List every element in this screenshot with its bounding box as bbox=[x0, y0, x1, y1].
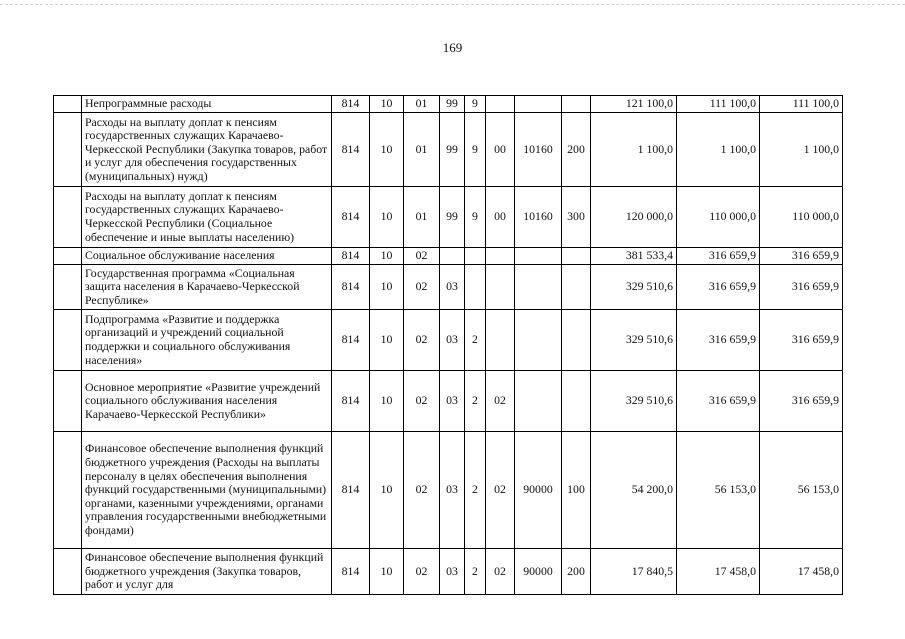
activity-code-cell bbox=[486, 248, 515, 265]
table-row bbox=[54, 113, 843, 187]
direction-code-cell bbox=[515, 248, 562, 265]
subsection-cell: 02 bbox=[404, 265, 440, 310]
section-cell: 10 bbox=[370, 371, 404, 432]
item-name-cell: Основное мероприятие «Развитие учреждений социального обслуживания населения Карачаево-Черкесской Республики» bbox=[82, 371, 332, 432]
row-number-cell bbox=[54, 248, 82, 265]
amount-year2-cell: 316 659,9 bbox=[677, 265, 760, 310]
expense-type-cell bbox=[562, 248, 591, 265]
table-row bbox=[54, 310, 843, 371]
page-top-edge bbox=[0, 4, 905, 5]
subprogram-code-cell: 2 bbox=[465, 310, 486, 371]
expense-type-cell bbox=[562, 96, 591, 113]
subsection-cell: 02 bbox=[404, 248, 440, 265]
admin-code-cell: 814 bbox=[332, 187, 370, 248]
table-row bbox=[54, 371, 843, 432]
admin-code-cell: 814 bbox=[332, 265, 370, 310]
amount-year3-cell: 316 659,9 bbox=[760, 265, 843, 310]
activity-code-cell bbox=[486, 96, 515, 113]
subprogram-code-cell: 9 bbox=[465, 96, 486, 113]
item-name-cell: Государственная программа «Социальная защита населения в Карачаево-Черкесской Республике» bbox=[82, 265, 332, 310]
amount-year3-cell: 17 458,0 bbox=[760, 549, 843, 595]
page-number: 169 bbox=[442, 40, 463, 55]
amount-year3-cell: 56 153,0 bbox=[760, 432, 843, 549]
table-row bbox=[54, 96, 843, 113]
row-number-cell bbox=[54, 265, 82, 310]
program-code-cell: 03 bbox=[440, 310, 465, 371]
amount-year3-cell: 316 659,9 bbox=[760, 248, 843, 265]
row-number-cell bbox=[54, 549, 82, 595]
direction-code-cell: 90000 bbox=[515, 432, 562, 549]
section-cell: 10 bbox=[370, 265, 404, 310]
subsection-cell: 01 bbox=[404, 113, 440, 187]
subprogram-code-cell bbox=[465, 265, 486, 310]
expense-type-cell bbox=[562, 310, 591, 371]
section-cell: 10 bbox=[370, 113, 404, 187]
activity-code-cell: 02 bbox=[486, 371, 515, 432]
table-row bbox=[54, 432, 843, 549]
table-row bbox=[54, 549, 843, 595]
admin-code-cell: 814 bbox=[332, 371, 370, 432]
program-code-cell: 03 bbox=[440, 265, 465, 310]
subsection-cell: 02 bbox=[404, 371, 440, 432]
subprogram-code-cell: 9 bbox=[465, 113, 486, 187]
amount-year2-cell: 316 659,9 bbox=[677, 248, 760, 265]
row-number-cell bbox=[54, 187, 82, 248]
budget-table bbox=[53, 95, 843, 595]
item-name-cell: Социальное обслуживание населения bbox=[82, 248, 332, 265]
section-cell: 10 bbox=[370, 310, 404, 371]
item-name-cell: Расходы на выплату доплат к пенсиям государственных служащих Карачаево-Черкесской Республики (Социальное обеспечение и иные выплаты населению) bbox=[82, 187, 332, 248]
item-name-cell: Расходы на выплату доплат к пенсиям государственных служащих Карачаево-Черкесской Республики (Закупка товаров, работ и услуг для обеспечения государственных (муниципальных) нужд) bbox=[82, 113, 332, 187]
amount-year2-cell: 316 659,9 bbox=[677, 371, 760, 432]
direction-code-cell: 90000 bbox=[515, 549, 562, 595]
amount-year3-cell: 316 659,9 bbox=[760, 371, 843, 432]
activity-code-cell: 02 bbox=[486, 432, 515, 549]
admin-code-cell: 814 bbox=[332, 432, 370, 549]
subsection-cell: 02 bbox=[404, 432, 440, 549]
expense-type-cell: 200 bbox=[562, 549, 591, 595]
amount-year2-cell: 111 100,0 bbox=[677, 96, 760, 113]
amount-year1-cell: 17 840,5 bbox=[591, 549, 677, 595]
amount-year1-cell: 329 510,6 bbox=[591, 310, 677, 371]
amount-year1-cell: 381 533,4 bbox=[591, 248, 677, 265]
subsection-cell: 02 bbox=[404, 549, 440, 595]
subprogram-code-cell bbox=[465, 248, 486, 265]
subprogram-code-cell: 2 bbox=[465, 549, 486, 595]
admin-code-cell: 814 bbox=[332, 549, 370, 595]
section-cell: 10 bbox=[370, 96, 404, 113]
admin-code-cell: 814 bbox=[332, 96, 370, 113]
amount-year1-cell: 121 100,0 bbox=[591, 96, 677, 113]
program-code-cell: 03 bbox=[440, 432, 465, 549]
amount-year1-cell: 120 000,0 bbox=[591, 187, 677, 248]
item-name-cell: Непрограммные расходы bbox=[82, 96, 332, 113]
admin-code-cell: 814 bbox=[332, 113, 370, 187]
expense-type-cell: 200 bbox=[562, 113, 591, 187]
amount-year3-cell: 111 100,0 bbox=[760, 96, 843, 113]
amount-year3-cell: 316 659,9 bbox=[760, 310, 843, 371]
admin-code-cell: 814 bbox=[332, 310, 370, 371]
amount-year2-cell: 110 000,0 bbox=[677, 187, 760, 248]
amount-year2-cell: 17 458,0 bbox=[677, 549, 760, 595]
direction-code-cell: 10160 bbox=[515, 113, 562, 187]
amount-year1-cell: 329 510,6 bbox=[591, 265, 677, 310]
row-number-cell bbox=[54, 432, 82, 549]
table-row bbox=[54, 248, 843, 265]
table-row bbox=[54, 187, 843, 248]
admin-code-cell: 814 bbox=[332, 248, 370, 265]
direction-code-cell bbox=[515, 371, 562, 432]
item-name-cell: Финансовое обеспечение выполнения функций бюджетного учреждения (Закупка товаров, работ и услуг для bbox=[82, 549, 332, 595]
subsection-cell: 01 bbox=[404, 187, 440, 248]
amount-year1-cell: 54 200,0 bbox=[591, 432, 677, 549]
program-code-cell: 99 bbox=[440, 113, 465, 187]
section-cell: 10 bbox=[370, 432, 404, 549]
expense-type-cell bbox=[562, 371, 591, 432]
amount-year3-cell: 1 100,0 bbox=[760, 113, 843, 187]
amount-year2-cell: 1 100,0 bbox=[677, 113, 760, 187]
row-number-cell bbox=[54, 371, 82, 432]
activity-code-cell bbox=[486, 265, 515, 310]
activity-code-cell: 02 bbox=[486, 549, 515, 595]
direction-code-cell: 10160 bbox=[515, 187, 562, 248]
program-code-cell bbox=[440, 248, 465, 265]
amount-year2-cell: 316 659,9 bbox=[677, 310, 760, 371]
section-cell: 10 bbox=[370, 187, 404, 248]
direction-code-cell bbox=[515, 265, 562, 310]
subsection-cell: 01 bbox=[404, 96, 440, 113]
direction-code-cell bbox=[515, 310, 562, 371]
program-code-cell: 03 bbox=[440, 549, 465, 595]
item-name-cell: Подпрограмма «Развитие и поддержка организаций и учреждений социальной поддержки и социального обслуживания населения» bbox=[82, 310, 332, 371]
expense-type-cell: 100 bbox=[562, 432, 591, 549]
table-body bbox=[54, 96, 843, 595]
activity-code-cell: 00 bbox=[486, 187, 515, 248]
direction-code-cell bbox=[515, 96, 562, 113]
subprogram-code-cell: 2 bbox=[465, 371, 486, 432]
program-code-cell: 03 bbox=[440, 371, 465, 432]
expense-type-cell bbox=[562, 265, 591, 310]
row-number-cell bbox=[54, 113, 82, 187]
program-code-cell: 99 bbox=[440, 187, 465, 248]
section-cell: 10 bbox=[370, 549, 404, 595]
expense-type-cell: 300 bbox=[562, 187, 591, 248]
program-code-cell: 99 bbox=[440, 96, 465, 113]
subsection-cell: 02 bbox=[404, 310, 440, 371]
row-number-cell bbox=[54, 96, 82, 113]
section-cell: 10 bbox=[370, 248, 404, 265]
amount-year1-cell: 329 510,6 bbox=[591, 371, 677, 432]
subprogram-code-cell: 9 bbox=[465, 187, 486, 248]
subprogram-code-cell: 2 bbox=[465, 432, 486, 549]
item-name-cell: Финансовое обеспечение выполнения функций бюджетного учреждения (Расходы на выплаты персоналу в целях обеспечения выполнения функций государственными (муниципальными) органами, казенными учреждениями, органами управления государственными внебюджетными фондами) bbox=[82, 432, 332, 549]
activity-code-cell bbox=[486, 310, 515, 371]
row-number-cell bbox=[54, 310, 82, 371]
amount-year2-cell: 56 153,0 bbox=[677, 432, 760, 549]
amount-year3-cell: 110 000,0 bbox=[760, 187, 843, 248]
amount-year1-cell: 1 100,0 bbox=[591, 113, 677, 187]
table-row bbox=[54, 265, 843, 310]
activity-code-cell: 00 bbox=[486, 113, 515, 187]
